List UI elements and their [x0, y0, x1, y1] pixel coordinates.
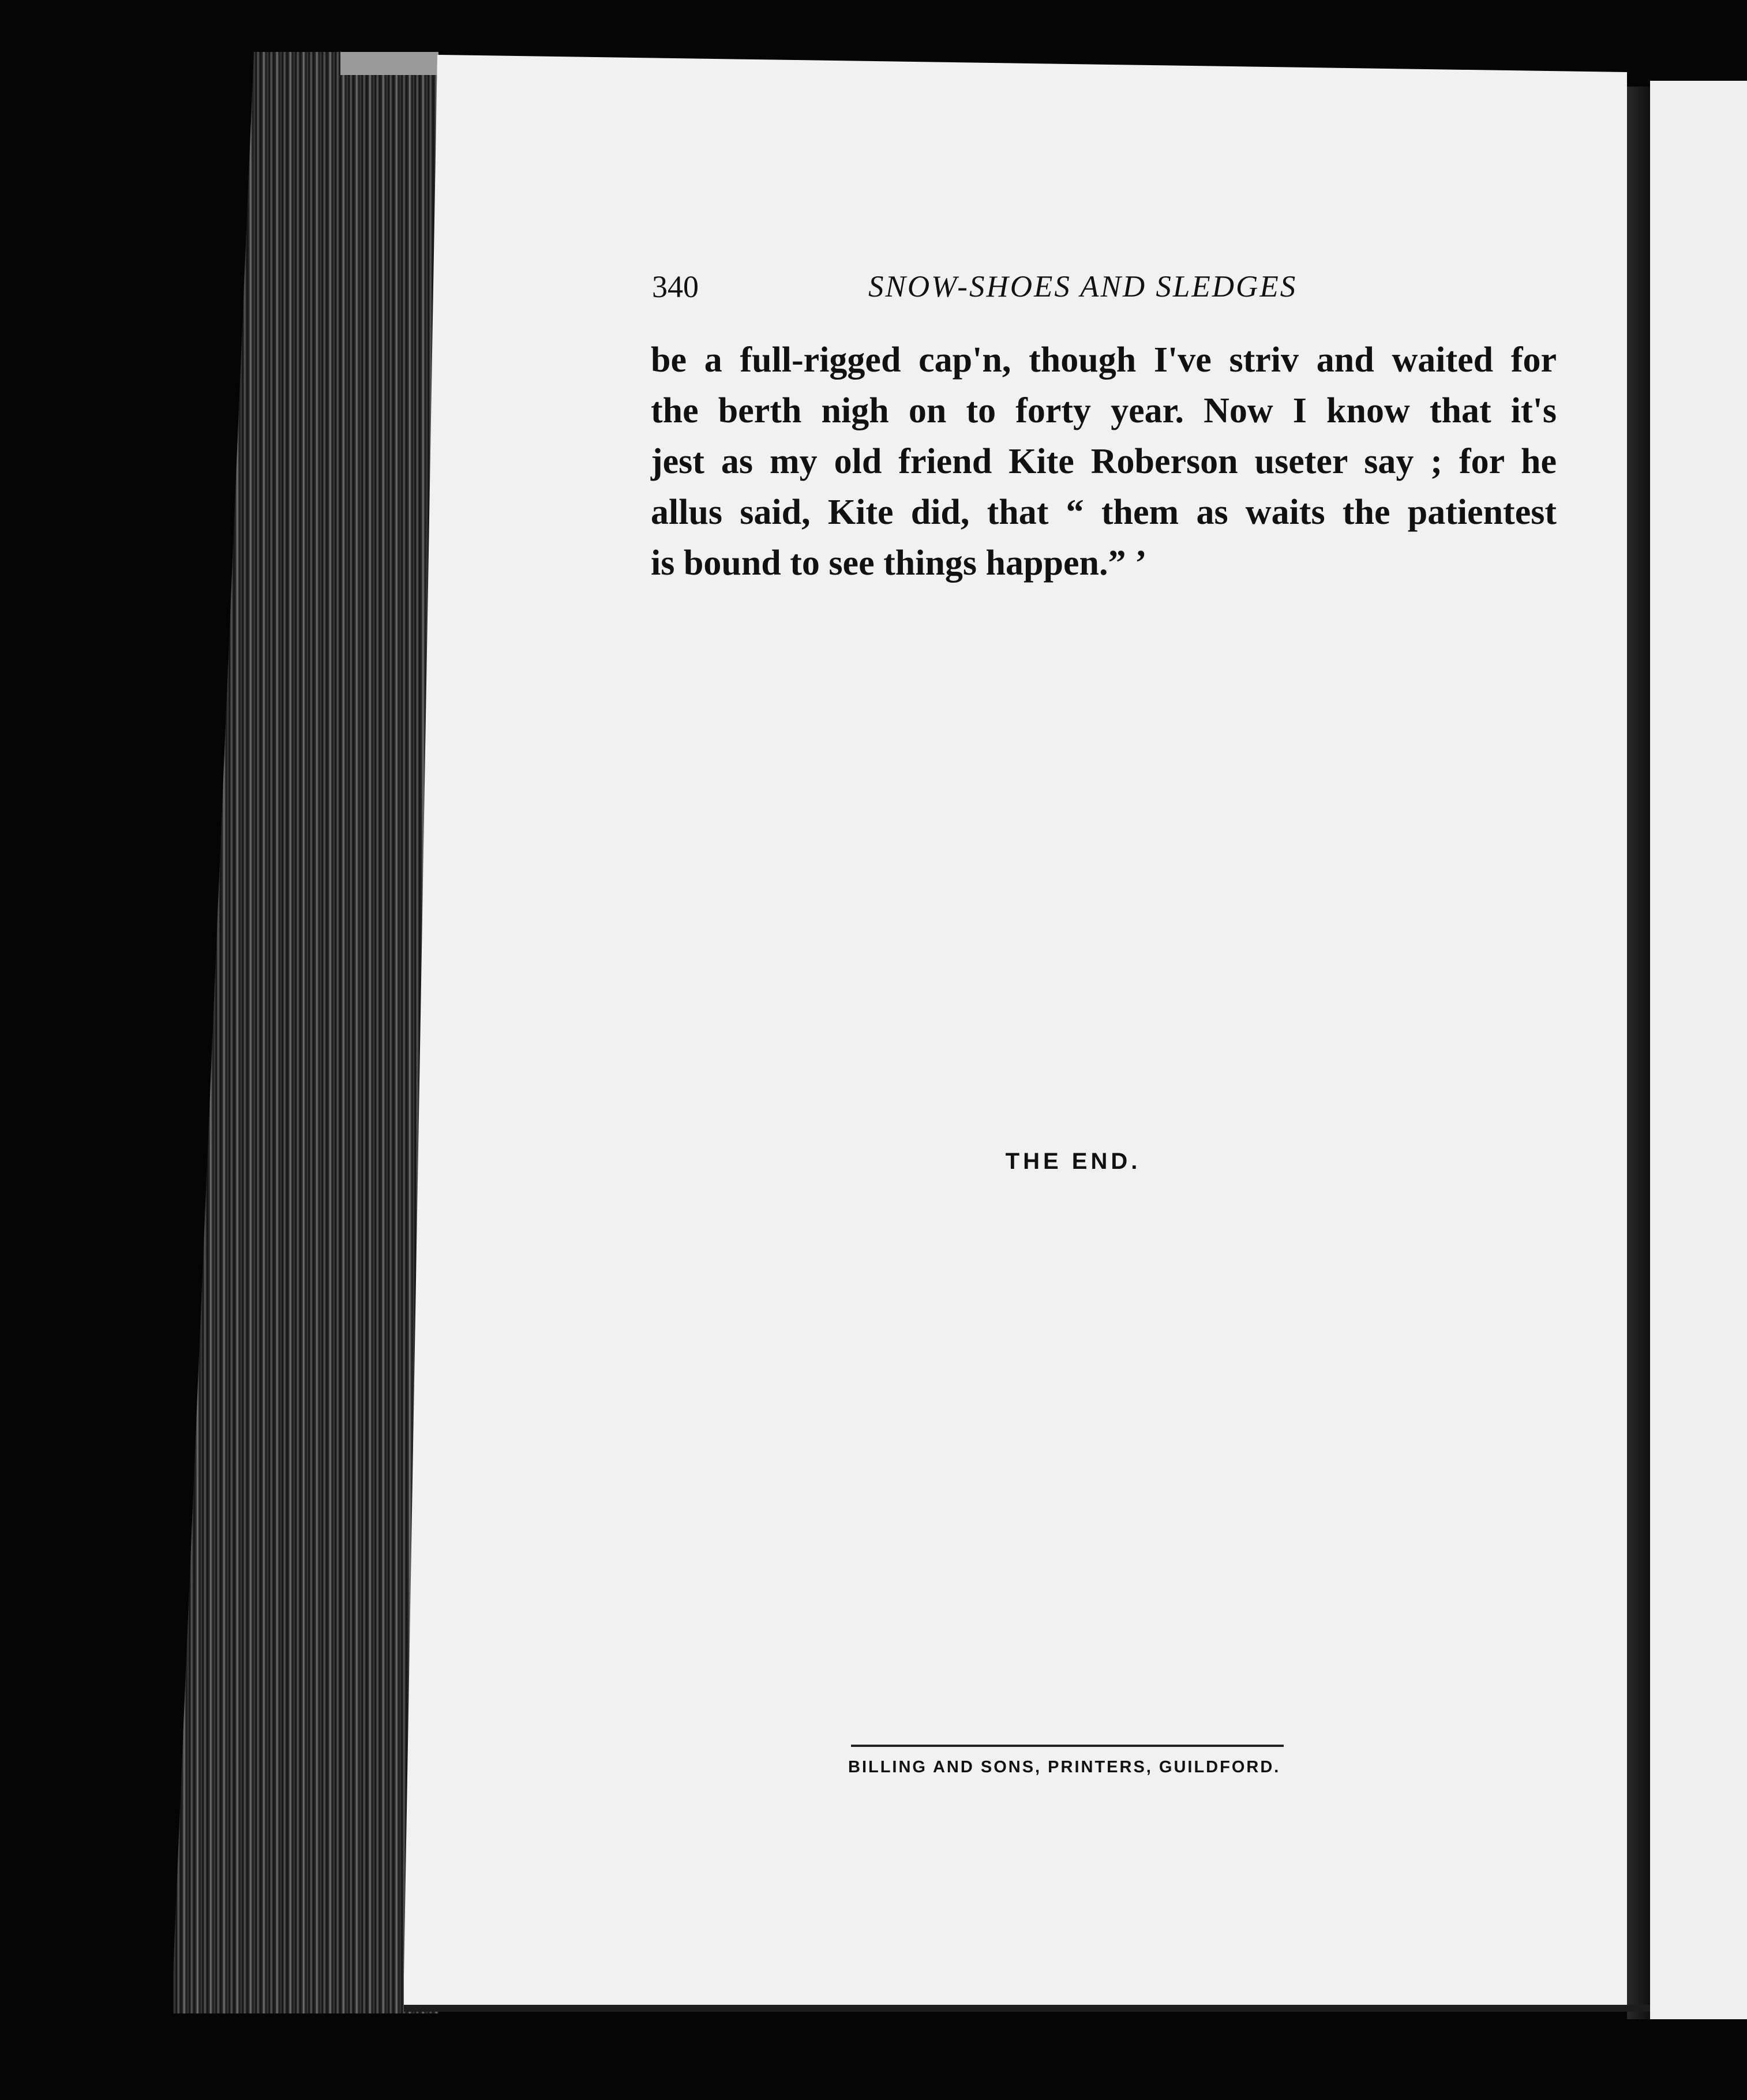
running-head — [652, 267, 1362, 307]
book-page-edges-top — [340, 52, 438, 75]
body-text — [651, 335, 1557, 588]
text-line: is bound to see things happen.” ’ — [651, 543, 1147, 583]
text-line: allus said, Kite did, that “ them as waits the patientest — [651, 493, 1557, 532]
gutter-shadow — [1627, 87, 1650, 2019]
the-end-heading: THE END. — [1005, 1149, 1141, 1174]
printer-imprint: BILLING AND SONS, PRINTERS, GUILDFORD. — [848, 1758, 1281, 1776]
text-line: jest as my old friend Kite Roberson useter say ; for he — [651, 442, 1557, 481]
page-number: 340 — [652, 269, 699, 304]
imprint-rule — [851, 1745, 1284, 1747]
page-bottom-edge — [404, 2005, 1650, 2012]
facing-page — [1650, 81, 1747, 2019]
running-title: SNOW-SHOES AND SLEDGES — [868, 270, 1298, 303]
text-line: be a full-rigged cap'n, though I've striv and waited for — [651, 340, 1557, 380]
text-line: the berth nigh on to forty year. Now I know that it's — [651, 391, 1557, 430]
